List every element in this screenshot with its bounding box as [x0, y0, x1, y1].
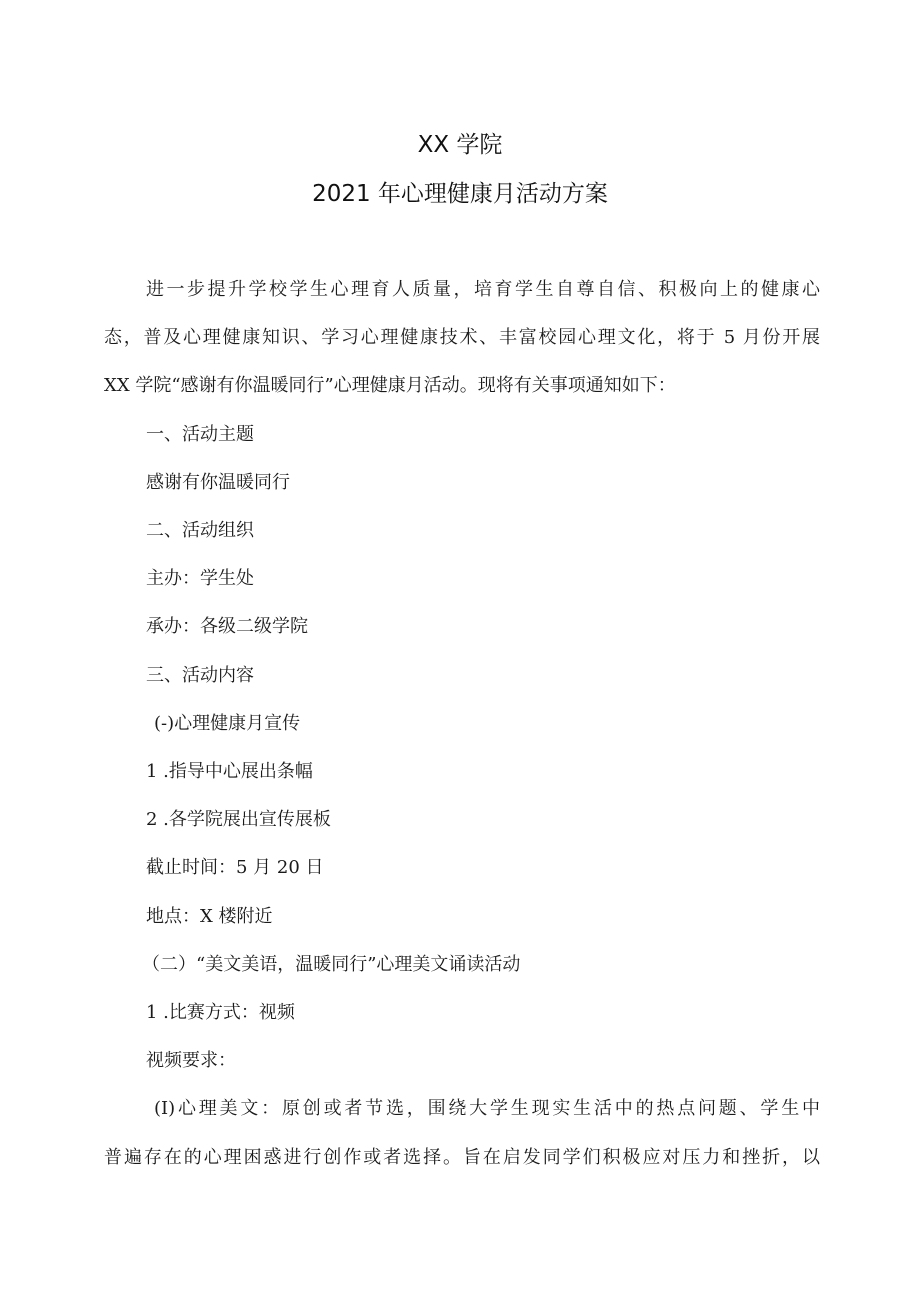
subsection-1-item-1: 1 .指导中心展出条幅 — [146, 761, 313, 783]
subsection-1-heading: (-)心理健康月宣传 — [154, 712, 301, 734]
intro-paragraph-line-3: XX 学院“感谢有你温暖同行”心理健康月活动。现将有关事项通知如下： — [104, 375, 676, 397]
requirement-1-line-2: 普遍存在的心理困惑进行创作或者选择。旨在启发同学们积极应对压力和挫折，以 — [104, 1146, 820, 1168]
document-title-line-2: 2021 年心理健康月活动方案 — [312, 181, 608, 207]
location: 地点：X 楼附近 — [146, 905, 273, 927]
intro-paragraph-line-2: 态，普及心理健康知识、学习心理健康技术、丰富校园心理文化，将于 5 月份开展 — [104, 327, 820, 349]
co-organizer: 承办：各级二级学院 — [146, 616, 308, 638]
document-body — [104, 266, 820, 1182]
section-1-heading: 一、活动主题 — [146, 423, 254, 445]
deadline: 截止时间：5 月 20 日 — [146, 857, 324, 879]
organizer: 主办：学生处 — [146, 568, 254, 590]
subsection-2-heading: （二）“美文美语，温暖同行”心理美文诵读活动 — [142, 953, 521, 975]
subsection-2-item-1: 1 .比赛方式：视频 — [146, 1002, 295, 1024]
video-requirements-label: 视频要求： — [146, 1050, 236, 1072]
document-title-line-1: XX 学院 — [417, 132, 503, 158]
section-3-heading: 三、活动内容 — [146, 664, 254, 686]
section-2-heading: 二、活动组织 — [146, 520, 254, 542]
activity-theme: 感谢有你温暖同行 — [146, 471, 290, 493]
intro-paragraph-line-1: 进一步提升学校学生心理育人质量，培育学生自尊自信、积极向上的健康心 — [146, 279, 820, 300]
requirement-1-line-1: (I)心理美文：原创或者节选，围绕大学生现实生活中的热点问题、学生中 — [154, 1098, 820, 1120]
subsection-1-item-2: 2 .各学院展出宣传展板 — [146, 809, 331, 831]
